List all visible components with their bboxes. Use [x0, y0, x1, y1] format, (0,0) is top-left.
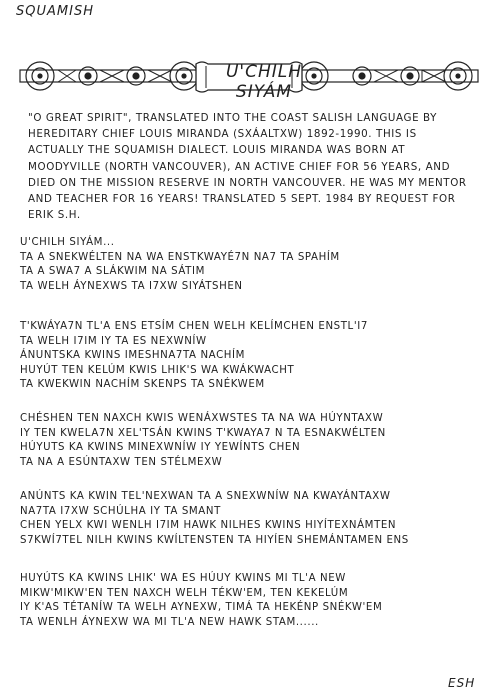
verse-line: HÚYUTS KA KWINS MINEXWNÍW IY YEWÍNTS CHEN	[20, 442, 301, 454]
verse-line: S7KWÍ7TEL NILH KWINS KWÍLTENSTEN TA HIYÍEN SHEMÁNTAMEN ENS	[20, 534, 409, 546]
stanza-1	[20, 236, 340, 294]
banner-title: U'CHILH SIYÁM	[225, 62, 303, 102]
verse-line: HUYÚTS KA KWINS LHIK' WA ES HÚUY KWINS MI TL'A NEW	[20, 573, 346, 584]
verse-line: ANÚNTS KA KWIN TEL'NEXWAN TA A SNEXWNÍW NA KWAYÁNTAXW	[20, 491, 391, 502]
verse-line: CHÉSHEN TEN NAXCH KWIS WENÁXWSTES TA NA WA HÚYNTAXW	[20, 413, 384, 424]
verse-line: NA7TA I7XW SCHÚLHA IY TA SMANT	[20, 505, 221, 517]
verse-line: TA A SWA7 A SLÁKWIM NA SÁTIM	[20, 266, 205, 278]
stanza-2	[20, 320, 368, 393]
verse-line: TA KWEKWIN NACHÍM SKENPS TA SNÉKWEM	[20, 379, 265, 391]
verse-line: U'CHILH SIYÁM...	[20, 237, 115, 248]
verse-line: IY K'AS TÉTANÍW TA WELH AYNEXW, TIMÁ TA HEKÉNP SNÉKW'EM	[20, 602, 383, 614]
verse-line: TA A SNEKWÉLTEN NA WA ENSTKWAYÉ7N NA7 TA SPAHÍM	[20, 251, 340, 263]
stanza-3	[20, 412, 386, 470]
verse-line: HUYÚT TEN KELÚM KWIS LHIK'S WA KWÁKWACHT	[20, 364, 295, 376]
verse-line: TA NA A ESÚNTAXW TEN STÉLMEXW	[20, 456, 223, 468]
verse-line: T'KWÁYA7N TL'A ENS ETSÍM CHEN WELH KELÍMCHEN ENSTL'I7	[20, 321, 368, 332]
verse-line: TA WENLH ÁYNEXW WA MI TL'A NEW HAWK STAM......	[20, 616, 319, 628]
title-banner	[18, 56, 480, 100]
verse-line: CHEN YELX KWI WENLH I7IM HAWK NILHES KWINS HIYÍTEXNÁMTEN	[20, 520, 397, 532]
verse-line: TA WELH ÁYNEXWS TA I7XW SIYÁTSHEN	[20, 280, 243, 292]
stanza-4	[20, 490, 409, 548]
author-initials: ESH	[448, 676, 476, 690]
intro-paragraph: "O GREAT SPIRIT", TRANSLATED INTO THE COAST SALISH LANGUAGE BY HEREDITARY CHIEF LOUIS MIRANDA (SXÁALTXW) 1892-1990. THIS IS ACTUALLY THE SQUAMISH DIALECT. LOUIS MIRANDA WAS BORN AT MOODYVILLE (NORTH VANCOUVER), AN ACTIVE CHIEF FOR 56 YEARS, AND DIED ON THE MISSION RESERVE IN NORTH VANCOUVER. HE WAS MY MENTOR AND TEACHER FOR 16 YEARS! TRANSLATED 5 SEPT. 1984 BY REQUEST FOR ERIK S.H.	[28, 112, 467, 222]
verse-line: MIKW'MIKW'EN TEN NAXCH WELH TÉKW'EM, TEN KEKELÚM	[20, 587, 349, 599]
verse-line: IY TEN KWELA7N XEL'TSÁN KWINS T'KWAYA7 N TA ESNAKWÉLTEN	[20, 427, 386, 439]
corner-title: SQUAMISH	[16, 4, 94, 19]
verse-line: TA WELH I7IM IY TA ES NEXWNÍW	[20, 335, 207, 347]
verse-line: ÁNUNTSKA KWINS IMESHNA7TA NACHÍM	[20, 350, 246, 362]
stanza-5	[20, 572, 382, 630]
